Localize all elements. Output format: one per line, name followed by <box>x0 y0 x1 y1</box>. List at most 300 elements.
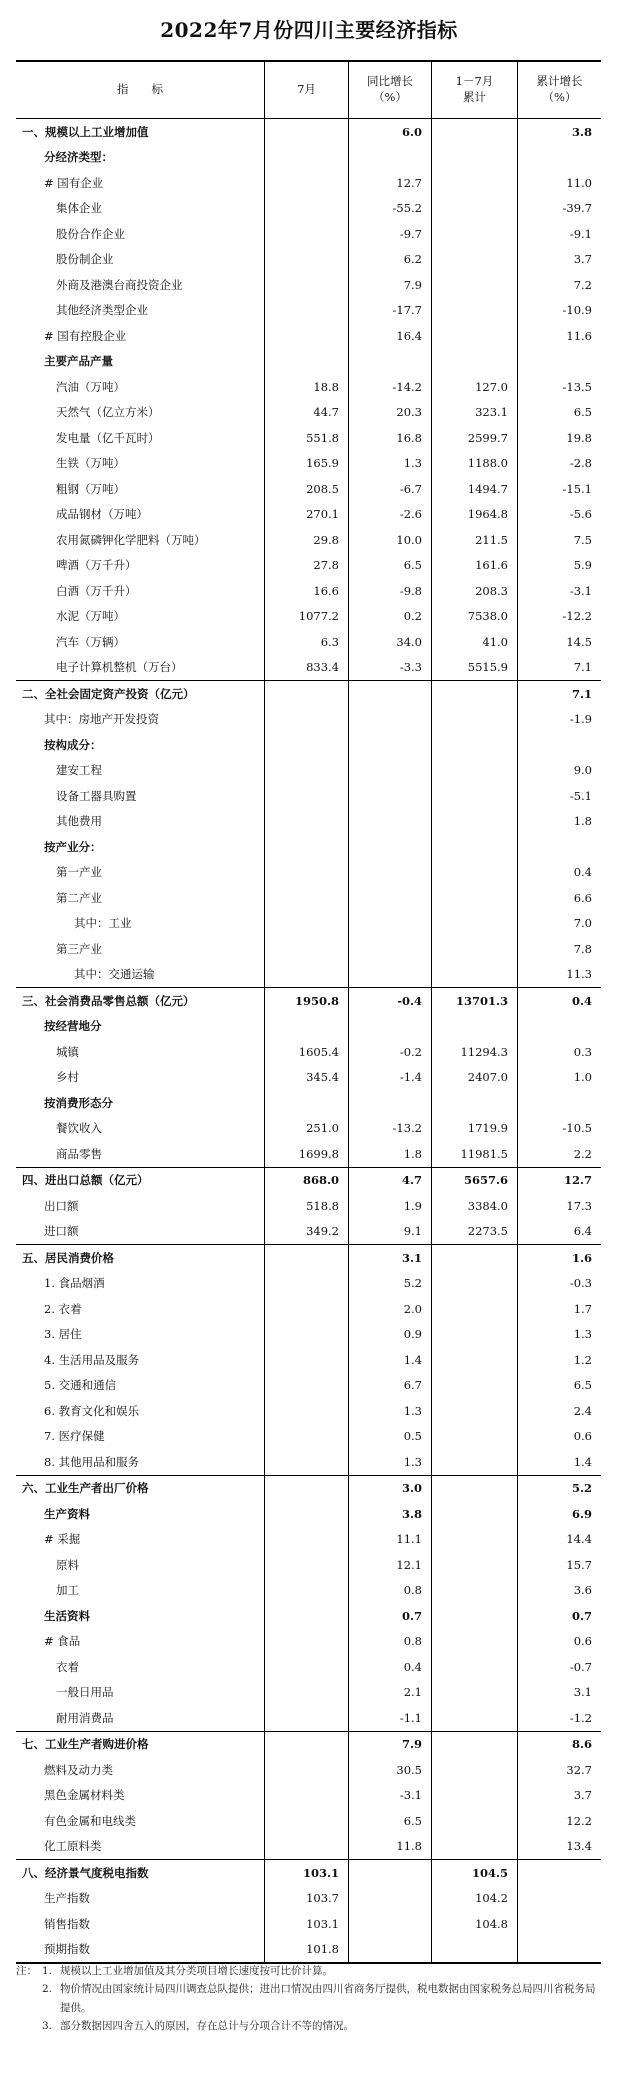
yoy-growth-cell <box>349 783 432 809</box>
indicator-cell: 城镇 <box>16 1039 265 1065</box>
month-value-cell: 349.2 <box>265 1219 349 1245</box>
cumulative-growth-cell: 14.4 <box>566 1532 592 1547</box>
yoy-growth-cell: 5.2 <box>349 1271 432 1297</box>
yoy-growth-cell: 2.0 <box>349 1296 432 1322</box>
cumulative-value-cell: 1494.7 <box>432 476 518 502</box>
cumulative-growth-cell: 6.4 <box>573 1224 592 1239</box>
month-value-cell: 27.8 <box>265 553 349 579</box>
yoy-growth-cell <box>349 860 432 886</box>
cumulative-value-cell: 2273.5 <box>432 1219 518 1245</box>
yoy-growth-cell: 1.4 <box>349 1347 432 1373</box>
cumulative-value-cell <box>432 758 518 784</box>
table-row <box>16 655 601 681</box>
table-row <box>16 476 601 502</box>
indicator-cell: 八、经济景气度税电指数 <box>16 1860 265 1886</box>
cumulative-growth-cell: 7.0 <box>573 916 592 931</box>
cumulative-value-cell <box>432 145 518 171</box>
table-row <box>16 680 601 707</box>
yoy-growth-cell: 7.9 <box>349 1732 432 1758</box>
yoy-growth-cell: -3.1 <box>349 1783 432 1809</box>
yoy-growth-cell <box>349 885 432 911</box>
yoy-growth-cell: 2.1 <box>349 1680 432 1706</box>
yoy-growth-cell <box>349 681 432 707</box>
table-row <box>16 1680 601 1706</box>
cumulative-value-cell <box>432 221 518 247</box>
indicator-cell: 餐饮收入 <box>16 1116 265 1142</box>
month-value-cell <box>265 1578 349 1604</box>
cumulative-growth-cell: 1.7 <box>573 1301 592 1316</box>
table-row <box>16 911 601 937</box>
indicator-cell: 黑色金属材料类 <box>16 1783 265 1809</box>
cumulative-value-cell: 11981.5 <box>432 1141 518 1167</box>
month-value-cell <box>265 1014 349 1040</box>
month-value-cell: 251.0 <box>265 1116 349 1142</box>
table-row <box>16 1141 601 1167</box>
table-row <box>16 732 601 758</box>
cumulative-value-cell <box>432 1783 518 1809</box>
month-value-cell <box>265 809 349 835</box>
yoy-growth-cell: 9.1 <box>349 1219 432 1245</box>
month-value-cell <box>265 1347 349 1373</box>
yoy-growth-cell: -13.2 <box>349 1116 432 1142</box>
indicator-cell: 建安工程 <box>16 758 265 784</box>
indicator-cell: 四、进出口总额（亿元） <box>16 1168 265 1194</box>
month-value-cell <box>265 1757 349 1783</box>
month-value-cell <box>265 1322 349 1348</box>
table-row <box>16 1167 601 1194</box>
month-value-cell <box>265 298 349 324</box>
month-value-cell: 833.4 <box>265 655 349 681</box>
table-row <box>16 1090 601 1116</box>
indicator-cell: 粗钢（万吨） <box>16 476 265 502</box>
table-row <box>16 1065 601 1091</box>
table-row <box>16 1296 601 1322</box>
indicator-cell: 生活资料 <box>16 1603 265 1629</box>
footnotes <box>16 1962 601 2036</box>
cumulative-growth-cell: 13.4 <box>566 1839 592 1854</box>
cumulative-growth-cell <box>518 145 601 171</box>
month-value-cell <box>265 119 349 145</box>
month-value-cell: 6.3 <box>265 629 349 655</box>
month-value-cell: 518.8 <box>265 1193 349 1219</box>
table-row <box>16 1834 601 1860</box>
cumulative-growth-cell: -15.1 <box>562 481 592 496</box>
month-value-cell <box>265 1680 349 1706</box>
cumulative-value-cell <box>432 911 518 937</box>
indicator-cell: 8. 其他用品和服务 <box>16 1449 265 1475</box>
cumulative-value-cell <box>432 272 518 298</box>
footnote-prefix: 注： <box>16 1965 37 1977</box>
footnote <box>16 2017 601 2035</box>
cumulative-growth-cell <box>518 1860 601 1886</box>
header-month: 7月 <box>265 62 349 118</box>
table-row <box>16 1731 601 1758</box>
cumulative-value-cell <box>432 196 518 222</box>
indicator-cell: 按构成分： <box>16 732 265 758</box>
table-row <box>16 578 601 604</box>
indicator-cell: 预期指数 <box>16 1937 265 1963</box>
cumulative-growth-cell: 3.8 <box>571 124 592 139</box>
yoy-growth-cell: 16.4 <box>349 323 432 349</box>
table-row <box>16 298 601 324</box>
table-row <box>16 1859 601 1886</box>
month-value-cell <box>265 936 349 962</box>
table-row <box>16 1322 601 1348</box>
yoy-growth-cell <box>349 758 432 784</box>
yoy-growth-cell: -0.2 <box>349 1039 432 1065</box>
cumulative-value-cell <box>432 298 518 324</box>
page-title: 2022年7月份四川主要经济指标 <box>160 18 458 42</box>
cumulative-value-cell <box>432 349 518 375</box>
month-value-cell <box>265 247 349 273</box>
month-value-cell <box>265 1808 349 1834</box>
month-value-cell <box>265 1527 349 1553</box>
yoy-growth-cell <box>349 834 432 860</box>
cumulative-growth-cell: 1.3 <box>573 1327 592 1342</box>
footnote-number: 3. <box>42 2020 53 2033</box>
yoy-growth-cell: 12.7 <box>349 170 432 196</box>
indicator-cell: 二、全社会固定资产投资（亿元） <box>16 681 265 707</box>
table-row <box>16 272 601 298</box>
footnote <box>16 1980 601 2017</box>
month-value-cell: 103.1 <box>265 1911 349 1937</box>
indicator-cell: 2. 衣着 <box>16 1296 265 1322</box>
cumulative-growth-cell: 1.0 <box>573 1070 592 1085</box>
cumulative-value-cell: 104.8 <box>432 1911 518 1937</box>
cumulative-value-cell <box>432 323 518 349</box>
cumulative-growth-cell: 0.4 <box>571 993 592 1008</box>
table-row <box>16 809 601 835</box>
cumulative-growth-cell: 1.2 <box>573 1352 592 1367</box>
yoy-growth-cell: -6.7 <box>349 476 432 502</box>
indicator-cell: 其中：交通运输 <box>16 962 265 988</box>
yoy-growth-cell: 30.5 <box>349 1757 432 1783</box>
yoy-growth-cell: 6.5 <box>349 553 432 579</box>
cumulative-growth-cell: 7.2 <box>573 277 592 292</box>
cumulative-growth-cell <box>518 1014 601 1040</box>
cumulative-value-cell: 323.1 <box>432 400 518 426</box>
cumulative-value-cell <box>432 1424 518 1450</box>
cumulative-growth-cell <box>518 1090 601 1116</box>
yoy-growth-cell: 3.0 <box>349 1476 432 1502</box>
indicator-cell: 股份制企业 <box>16 247 265 273</box>
cumulative-value-cell <box>432 732 518 758</box>
yoy-growth-cell: 0.8 <box>349 1578 432 1604</box>
table-row <box>16 1629 601 1655</box>
indicator-cell: 啤酒（万千升） <box>16 553 265 579</box>
month-value-cell: 165.9 <box>265 451 349 477</box>
cumulative-growth-cell: 0.4 <box>573 865 592 880</box>
indicator-cell: 销售指数 <box>16 1911 265 1937</box>
indicator-cell: 一般日用品 <box>16 1680 265 1706</box>
table-row <box>16 170 601 196</box>
cumulative-growth-cell: -12.2 <box>562 609 592 624</box>
cumulative-value-cell <box>432 1090 518 1116</box>
yoy-growth-cell: -1.1 <box>349 1705 432 1731</box>
indicator-cell: 外商及港澳台商投资企业 <box>16 272 265 298</box>
month-value-cell <box>265 196 349 222</box>
cumulative-growth-cell: 5.2 <box>571 1481 592 1496</box>
cumulative-value-cell <box>432 707 518 733</box>
cumulative-growth-cell: 14.5 <box>566 634 592 649</box>
cumulative-growth-cell: -10.9 <box>562 303 592 318</box>
yoy-growth-cell: 12.1 <box>349 1552 432 1578</box>
cumulative-value-cell <box>432 1603 518 1629</box>
month-value-cell <box>265 1501 349 1527</box>
month-value-cell <box>265 1271 349 1297</box>
month-value-cell <box>265 145 349 171</box>
cumulative-value-cell: 2407.0 <box>432 1065 518 1091</box>
table-row <box>16 1757 601 1783</box>
cumulative-value-cell <box>432 936 518 962</box>
table-row <box>16 1937 601 1963</box>
footnote-number: 1. <box>42 1965 53 1977</box>
cumulative-value-cell <box>432 1271 518 1297</box>
indicator-cell: 电子计算机整机（万台） <box>16 655 265 681</box>
yoy-growth-cell <box>349 1014 432 1040</box>
cumulative-growth-cell: 1.8 <box>573 814 592 829</box>
table-body <box>16 119 601 1962</box>
cumulative-growth-cell: 2.4 <box>573 1403 592 1418</box>
cumulative-growth-cell: 12.7 <box>563 1173 592 1188</box>
yoy-growth-cell: 34.0 <box>349 629 432 655</box>
header-cumulative: 1－7月 累计 <box>432 62 518 118</box>
table-row <box>16 502 601 528</box>
table-row <box>16 936 601 962</box>
table-row <box>16 1603 601 1629</box>
cumulative-growth-cell <box>518 834 601 860</box>
indicator-cell: 衣着 <box>16 1654 265 1680</box>
indicator-cell: 一、规模以上工业增加值 <box>16 119 265 145</box>
cumulative-growth-cell: 0.6 <box>573 1634 592 1649</box>
indicator-cell: 生铁（万吨） <box>16 451 265 477</box>
table-row <box>16 1424 601 1450</box>
yoy-growth-cell <box>349 732 432 758</box>
cumulative-value-cell <box>432 783 518 809</box>
cumulative-value-cell <box>432 1373 518 1399</box>
table-row <box>16 1193 601 1219</box>
cumulative-growth-cell: 12.2 <box>566 1813 592 1828</box>
yoy-growth-cell: 3.8 <box>349 1501 432 1527</box>
cumulative-value-cell <box>432 1501 518 1527</box>
cumulative-value-cell <box>432 1757 518 1783</box>
cumulative-growth-cell: 11.0 <box>566 175 592 190</box>
table-row <box>16 1039 601 1065</box>
table-row <box>16 400 601 426</box>
yoy-growth-cell <box>349 911 432 937</box>
cumulative-value-cell <box>432 1296 518 1322</box>
yoy-growth-cell: -9.7 <box>349 221 432 247</box>
month-value-cell <box>265 1654 349 1680</box>
table-row <box>16 783 601 809</box>
cumulative-growth-cell: 1.6 <box>571 1250 592 1265</box>
cumulative-value-cell: 11294.3 <box>432 1039 518 1065</box>
table-row <box>16 221 601 247</box>
yoy-growth-cell: 1.3 <box>349 1398 432 1424</box>
cumulative-value-cell <box>432 170 518 196</box>
cumulative-value-cell: 3384.0 <box>432 1193 518 1219</box>
month-value-cell <box>265 1373 349 1399</box>
table-row <box>16 962 601 988</box>
table-row <box>16 1783 601 1809</box>
header-indicator: 指 标 <box>16 62 265 118</box>
yoy-growth-cell: 0.2 <box>349 604 432 630</box>
footnote-text: 部分数据因四舍五入的原因，存在总计与分项合计不等的情况。 <box>60 2020 354 2033</box>
month-value-cell <box>265 1783 349 1809</box>
cumulative-value-cell <box>432 1449 518 1475</box>
cumulative-growth-cell: 0.6 <box>573 1429 592 1444</box>
indicator-cell: 主要产品产量 <box>16 349 265 375</box>
month-value-cell <box>265 885 349 911</box>
cumulative-value-cell <box>432 1834 518 1860</box>
cumulative-value-cell <box>432 1578 518 1604</box>
indicator-cell: 股份合作企业 <box>16 221 265 247</box>
month-value-cell: 868.0 <box>265 1168 349 1194</box>
month-value-cell <box>265 732 349 758</box>
yoy-growth-cell <box>349 349 432 375</box>
month-value-cell: 103.1 <box>265 1860 349 1886</box>
yoy-growth-cell: 6.2 <box>349 247 432 273</box>
table-row <box>16 119 601 145</box>
yoy-growth-cell <box>349 1090 432 1116</box>
table-row <box>16 987 601 1014</box>
indicator-cell: 三、社会消费品零售总额（亿元） <box>16 988 265 1014</box>
indicator-cell: 按消费形态分 <box>16 1090 265 1116</box>
table-row <box>16 1271 601 1297</box>
yoy-growth-cell: 1.9 <box>349 1193 432 1219</box>
table-row <box>16 1449 601 1475</box>
indicator-cell: 其他费用 <box>16 809 265 835</box>
table-row <box>16 885 601 911</box>
month-value-cell: 18.8 <box>265 374 349 400</box>
table-row <box>16 349 601 375</box>
month-value-cell <box>265 758 349 784</box>
indicator-cell: # 食品 <box>16 1629 265 1655</box>
indicator-cell: 第二产业 <box>16 885 265 911</box>
indicator-cell: 其中：工业 <box>16 911 265 937</box>
month-value-cell <box>265 962 349 988</box>
cumulative-growth-cell: 17.3 <box>566 1198 592 1213</box>
month-value-cell: 208.5 <box>265 476 349 502</box>
yoy-growth-cell <box>349 707 432 733</box>
indicator-cell: # 采掘 <box>16 1527 265 1553</box>
month-value-cell: 270.1 <box>265 502 349 528</box>
cumulative-value-cell <box>432 1654 518 1680</box>
indicator-cell: 其他经济类型企业 <box>16 298 265 324</box>
month-value-cell <box>265 834 349 860</box>
cumulative-value-cell <box>432 809 518 835</box>
yoy-growth-cell: 16.8 <box>349 425 432 451</box>
cumulative-value-cell: 1719.9 <box>432 1116 518 1142</box>
cumulative-value-cell <box>432 119 518 145</box>
cumulative-growth-cell: 2.2 <box>573 1146 592 1161</box>
yoy-growth-cell <box>349 1937 432 1963</box>
cumulative-value-cell <box>432 1552 518 1578</box>
indicator-cell: 燃料及动力类 <box>16 1757 265 1783</box>
month-value-cell <box>265 1834 349 1860</box>
cumulative-growth-cell <box>518 1886 601 1912</box>
cumulative-growth-cell: -0.3 <box>569 1276 592 1291</box>
cumulative-growth-cell: 3.7 <box>573 1788 592 1803</box>
month-value-cell <box>265 1552 349 1578</box>
indicator-cell: 汽油（万吨） <box>16 374 265 400</box>
yoy-growth-cell <box>349 1860 432 1886</box>
indicator-cell: # 国有控股企业 <box>16 323 265 349</box>
month-value-cell <box>265 1449 349 1475</box>
yoy-growth-cell <box>349 809 432 835</box>
indicator-cell: 设备工器具购置 <box>16 783 265 809</box>
yoy-growth-cell: 20.3 <box>349 400 432 426</box>
table-row <box>16 707 601 733</box>
yoy-growth-cell: -1.4 <box>349 1065 432 1091</box>
cumulative-growth-cell: 0.7 <box>571 1608 592 1623</box>
indicator-cell: 乡村 <box>16 1065 265 1091</box>
cumulative-growth-cell: 6.5 <box>573 1378 592 1393</box>
yoy-growth-cell <box>349 1911 432 1937</box>
month-value-cell <box>265 707 349 733</box>
cumulative-value-cell <box>432 1680 518 1706</box>
yoy-growth-cell: -9.8 <box>349 578 432 604</box>
cumulative-value-cell <box>432 962 518 988</box>
indicator-cell: 耐用消费品 <box>16 1705 265 1731</box>
cumulative-growth-cell: 6.6 <box>573 890 592 905</box>
month-value-cell: 345.4 <box>265 1065 349 1091</box>
table-row <box>16 1654 601 1680</box>
cumulative-value-cell: 161.6 <box>432 553 518 579</box>
cumulative-value-cell: 104.2 <box>432 1886 518 1912</box>
cumulative-value-cell <box>432 1527 518 1553</box>
month-value-cell: 29.8 <box>265 527 349 553</box>
indicator-cell: 集体企业 <box>16 196 265 222</box>
cumulative-growth-cell: 6.5 <box>573 405 592 420</box>
indicators-table <box>16 60 601 1964</box>
month-value-cell: 16.6 <box>265 578 349 604</box>
cumulative-growth-cell <box>518 349 601 375</box>
cumulative-value-cell <box>432 1347 518 1373</box>
cumulative-value-cell <box>432 834 518 860</box>
month-value-cell: 101.8 <box>265 1937 349 1963</box>
table-row <box>16 1578 601 1604</box>
month-value-cell: 44.7 <box>265 400 349 426</box>
yoy-growth-cell: 0.8 <box>349 1629 432 1655</box>
month-value-cell <box>265 1090 349 1116</box>
table-row <box>16 1014 601 1040</box>
month-value-cell <box>265 1629 349 1655</box>
month-value-cell <box>265 1732 349 1758</box>
month-value-cell: 1605.4 <box>265 1039 349 1065</box>
indicator-cell: 出口额 <box>16 1193 265 1219</box>
cumulative-growth-cell: 9.0 <box>573 763 592 778</box>
indicator-cell: 6. 教育文化和娱乐 <box>16 1398 265 1424</box>
yoy-growth-cell: 3.1 <box>349 1245 432 1271</box>
month-value-cell <box>265 221 349 247</box>
indicator-cell: 有色金属和电线类 <box>16 1808 265 1834</box>
indicator-cell: 4. 生活用品及服务 <box>16 1347 265 1373</box>
table-row <box>16 1705 601 1731</box>
month-value-cell <box>265 1424 349 1450</box>
yoy-growth-cell: 6.7 <box>349 1373 432 1399</box>
cumulative-growth-cell: -9.1 <box>569 226 592 241</box>
indicator-cell: 化工原料类 <box>16 1834 265 1860</box>
month-value-cell <box>265 860 349 886</box>
cumulative-value-cell: 13701.3 <box>432 988 518 1014</box>
yoy-growth-cell: 6.5 <box>349 1808 432 1834</box>
cumulative-growth-cell: -1.9 <box>569 712 592 727</box>
table-row <box>16 1808 601 1834</box>
table-row <box>16 196 601 222</box>
indicator-cell: 加工 <box>16 1578 265 1604</box>
indicator-cell: 发电量（亿千瓦时） <box>16 425 265 451</box>
